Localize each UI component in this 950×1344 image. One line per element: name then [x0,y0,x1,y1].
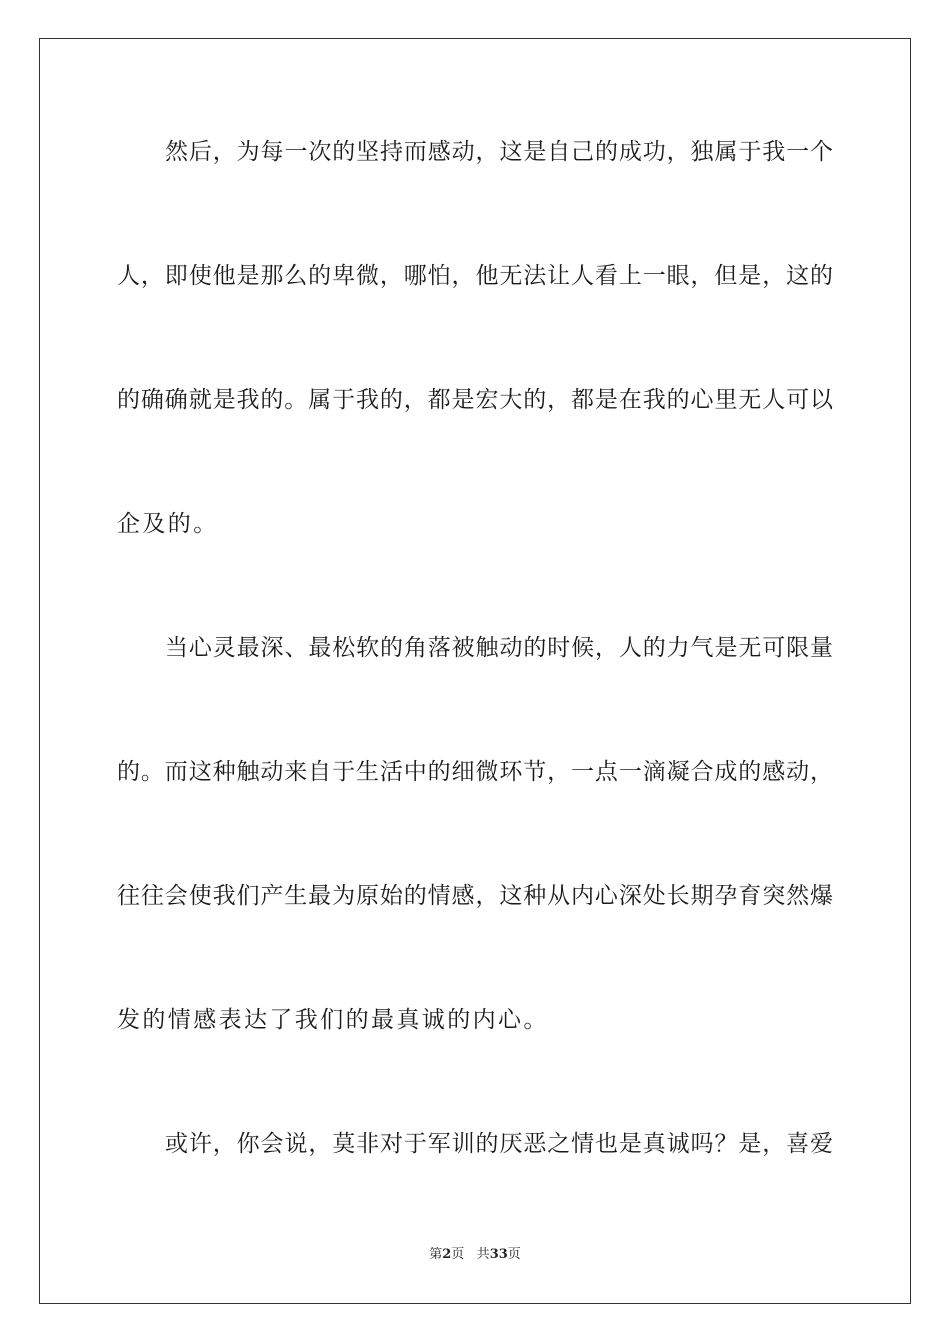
paragraph-2-line-1: 当心灵最深、最松软的角落被触动的时候，人的力气是无可限量 [165,635,833,661]
paragraph-1-line-2: 人，即使他是那么的卑微，哪怕，他无法让人看上一眼，但是，这的 [117,263,833,289]
page-total: 33 [489,1247,508,1262]
page-border [39,38,911,1304]
paragraph-2-line-3: 往往会使我们产生最为原始的情感，这种从内心深处长期孕育突然爆 [117,883,833,909]
total-prefix: 共 [476,1247,490,1262]
page-prefix: 第 [429,1247,443,1262]
page-suffix: 页 [451,1247,465,1262]
paragraph-1-line-4: 企及的。 [117,511,219,537]
paragraph-3-line-1: 或许，你会说，莫非对于军训的厌恶之情也是真诚吗？是，喜爱 [165,1131,833,1157]
page-current: 2 [442,1247,452,1262]
paragraph-1-line-3: 的确确就是我的。属于我的，都是宏大的，都是在我的心里无人可以 [117,387,833,413]
page-footer [0,1246,950,1264]
total-suffix: 页 [507,1247,521,1262]
paragraph-1-line-1: 然后，为每一次的坚持而感动，这是自己的成功，独属于我一个 [165,139,833,165]
paragraph-2-line-4: 发的情感表达了我们的最真诚的内心。 [117,1007,549,1033]
paragraph-2-line-2: 的。而这种触动来自于生活中的细微环节，一点一滴凝合成的感动， [117,759,833,785]
